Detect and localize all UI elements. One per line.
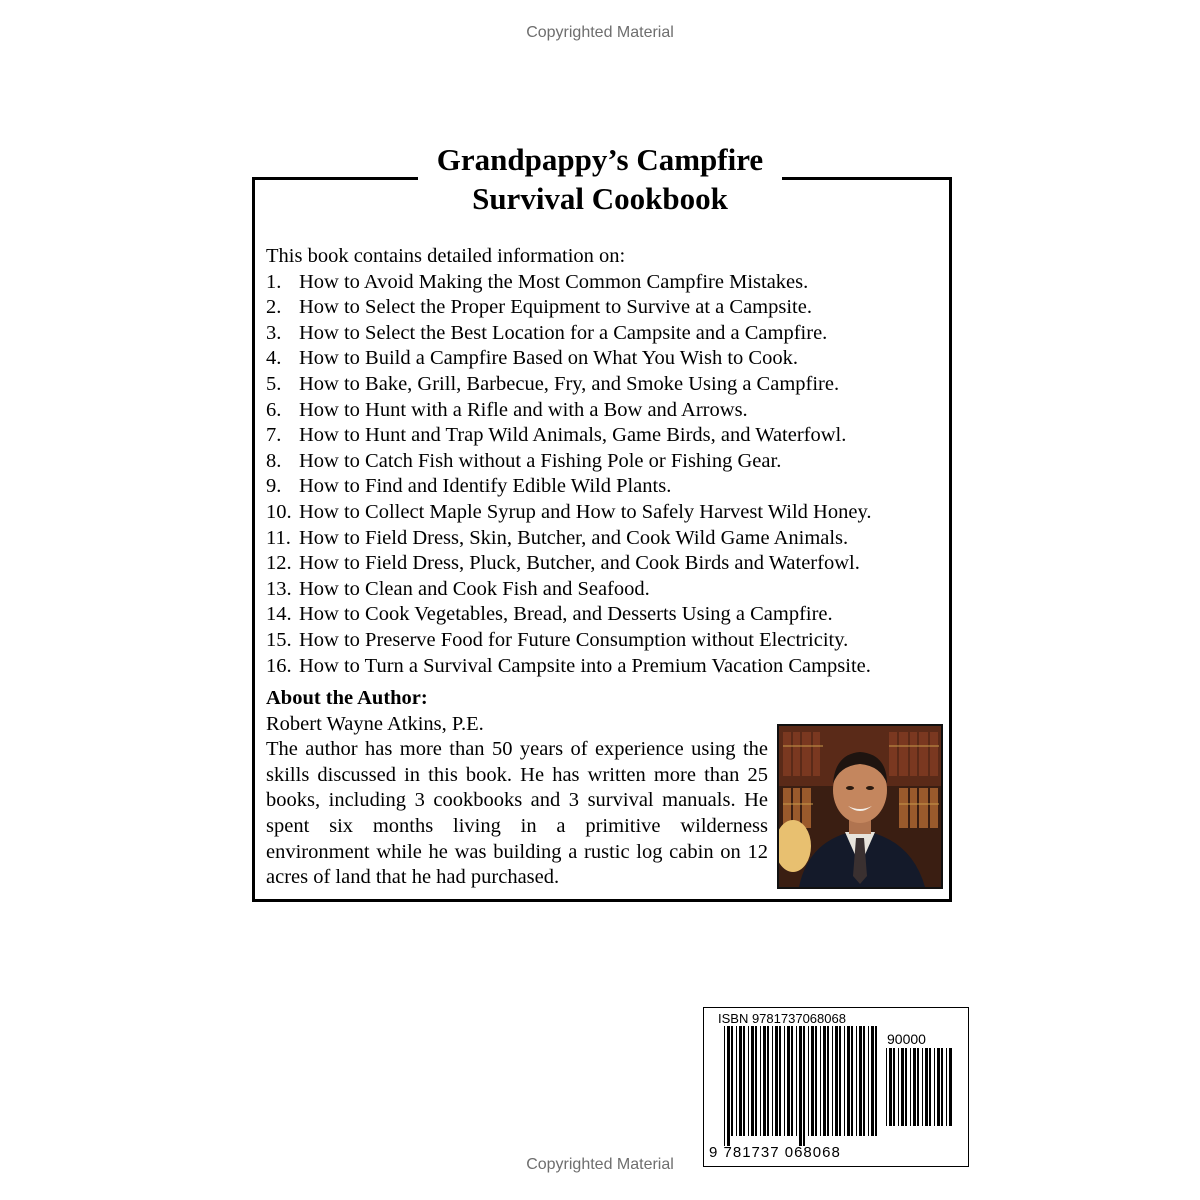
barcode-bar [784, 1026, 785, 1136]
topic-text: How to Collect Maple Syrup and How to Safely Harvest Wild Honey. [299, 500, 872, 523]
barcode-bar [832, 1026, 833, 1136]
barcode-bar [847, 1026, 850, 1136]
barcode-bar [901, 1048, 904, 1126]
barcode-bar [791, 1026, 793, 1136]
barcode-bar [772, 1026, 773, 1136]
barcode-bar [731, 1026, 733, 1136]
topic-number: 2. [266, 296, 282, 319]
author-bio: The author has more than 50 years of experience using the skills discussed in this book. He has written more than 25 books, including 3 cookbooks and 3 survival manuals. He spent six months living in a primitive wilderness environment while he was building a rustic log cabin on 12 acres of land that he had purchased. [266, 738, 768, 889]
topic-item [266, 474, 936, 500]
topic-number: 7. [266, 424, 282, 447]
barcode-bar [859, 1026, 862, 1136]
barcode-bar [724, 1026, 725, 1146]
topic-text: How to Clean and Cook Fish and Seafood. [299, 577, 650, 600]
barcode-bar [913, 1048, 916, 1126]
barcode-bar [868, 1026, 869, 1136]
barcode-bar [898, 1048, 899, 1126]
topic-text: How to Cook Vegetables, Bread, and Desserts Using a Campfire. [299, 603, 833, 626]
barcode-bar [925, 1048, 928, 1126]
barcode-bar [811, 1026, 814, 1136]
about-author-heading: About the Author: [266, 687, 428, 710]
topic-item [266, 295, 936, 321]
barcode-bar [779, 1026, 781, 1136]
barcode-bar [820, 1026, 821, 1136]
topic-text: How to Avoid Making the Most Common Campfire Mistakes. [299, 270, 809, 293]
barcode-bar [763, 1026, 766, 1136]
barcode-bar [760, 1026, 761, 1136]
topic-text: How to Bake, Grill, Barbecue, Fry, and Smoke Using a Campfire. [299, 372, 840, 395]
price-addon-barcode [886, 1048, 952, 1136]
topic-number: 1. [266, 270, 282, 293]
topic-item [266, 270, 936, 296]
topic-text: How to Select the Proper Equipment to Survive at a Campsite. [299, 296, 812, 319]
topic-item [266, 628, 936, 654]
copyright-watermark-top: Copyrighted Material [526, 24, 674, 41]
topic-item [266, 577, 936, 603]
barcode-bar [889, 1048, 892, 1126]
topic-item [266, 398, 936, 424]
topic-item [266, 372, 936, 398]
barcode-bar [875, 1026, 877, 1136]
barcode-bar [949, 1048, 952, 1126]
topic-number: 11. [266, 526, 291, 549]
topic-item [266, 423, 936, 449]
topic-number: 14. [266, 603, 292, 626]
barcode-digits: 9 781737 068068 [709, 1144, 841, 1161]
barcode-bar [767, 1026, 769, 1136]
barcode-bar [815, 1026, 817, 1136]
barcode-bar [739, 1026, 742, 1136]
topic-number: 15. [266, 628, 292, 651]
barcode-bar [910, 1048, 911, 1126]
barcode-bar [835, 1026, 838, 1136]
barcode-bar [743, 1026, 745, 1136]
barcode-bar [886, 1048, 887, 1126]
topic-item [266, 500, 936, 526]
barcode-bar [748, 1026, 749, 1136]
topic-number: 8. [266, 449, 282, 472]
topic-item [266, 321, 936, 347]
barcode-bar [799, 1026, 802, 1146]
book-title [418, 140, 782, 218]
barcode-bar [844, 1026, 845, 1136]
barcode-bar [775, 1026, 778, 1136]
topic-item [266, 654, 936, 680]
barcode-bar [893, 1048, 895, 1126]
barcode-bar [946, 1048, 947, 1126]
barcode-bar [839, 1026, 841, 1136]
topic-number: 3. [266, 321, 282, 344]
barcode-bar [934, 1048, 935, 1126]
barcode-bar [787, 1026, 790, 1136]
barcode-bar [755, 1026, 757, 1136]
barcode-bar [863, 1026, 865, 1136]
topic-item [266, 602, 936, 628]
topic-text: How to Build a Campfire Based on What You Wish to Cook. [299, 347, 798, 370]
barcode-bar [796, 1026, 797, 1136]
barcode-bar [871, 1026, 874, 1136]
topic-number: 13. [266, 577, 292, 600]
book-title-line-2: Survival Cookbook [472, 181, 728, 216]
topic-number: 9. [266, 475, 282, 498]
book-title-line-1: Grandpappy’s Campfire [436, 142, 764, 177]
topic-number: 4. [266, 347, 282, 370]
topic-number: 6. [266, 398, 282, 421]
contents-intro: This book contains detailed information on: [266, 245, 626, 267]
topic-number: 16. [266, 654, 292, 677]
topic-text: How to Preserve Food for Future Consumption without Electricity. [299, 628, 849, 651]
barcode-bar [856, 1026, 857, 1136]
topic-text: How to Hunt and Trap Wild Animals, Game Birds, and Waterfowl. [299, 424, 847, 447]
barcode-bar [808, 1026, 809, 1136]
topic-item [266, 526, 936, 552]
topic-text: How to Turn a Survival Campsite into a Premium Vacation Campsite. [299, 654, 871, 677]
barcode-bar [803, 1026, 805, 1146]
author-photo-image [779, 726, 941, 887]
barcode-bar [941, 1048, 943, 1126]
price-code: 90000 [887, 1031, 926, 1047]
topic-text: How to Hunt with a Rifle and with a Bow and Arrows. [299, 398, 748, 421]
barcode-bar [736, 1026, 737, 1136]
barcode-bar [905, 1048, 907, 1126]
author-name: Robert Wayne Atkins, P.E. [266, 712, 484, 735]
topic-list [266, 270, 936, 680]
topic-item [266, 346, 936, 372]
topic-item [266, 449, 936, 475]
ean-barcode [724, 1026, 880, 1146]
isbn-barcode-block [703, 1007, 969, 1167]
barcode-bar [917, 1048, 919, 1126]
barcode-bar [751, 1026, 754, 1136]
barcode-bar [929, 1048, 931, 1126]
topic-text: How to Catch Fish without a Fishing Pole or Fishing Gear. [299, 449, 782, 472]
topic-number: 12. [266, 552, 292, 575]
barcode-bar [823, 1026, 826, 1136]
isbn-label: ISBN 9781737068068 [718, 1011, 846, 1026]
author-photo [777, 724, 943, 889]
topic-number: 5. [266, 372, 282, 395]
topic-number: 10. [266, 500, 292, 523]
barcode-bar [922, 1048, 923, 1126]
barcode-bar [827, 1026, 829, 1136]
topic-text: How to Field Dress, Skin, Butcher, and Cook Wild Game Animals. [299, 526, 849, 549]
copyright-watermark-bottom: Copyrighted Material [526, 1156, 674, 1173]
barcode-bar [937, 1048, 940, 1126]
barcode-bar [851, 1026, 853, 1136]
topic-text: How to Field Dress, Pluck, Butcher, and Cook Birds and Waterfowl. [299, 552, 860, 575]
topic-text: How to Find and Identify Edible Wild Plants. [299, 475, 672, 498]
topic-item [266, 551, 936, 577]
barcode-bar [727, 1026, 730, 1146]
topic-text: How to Select the Best Location for a Campsite and a Campfire. [299, 321, 828, 344]
